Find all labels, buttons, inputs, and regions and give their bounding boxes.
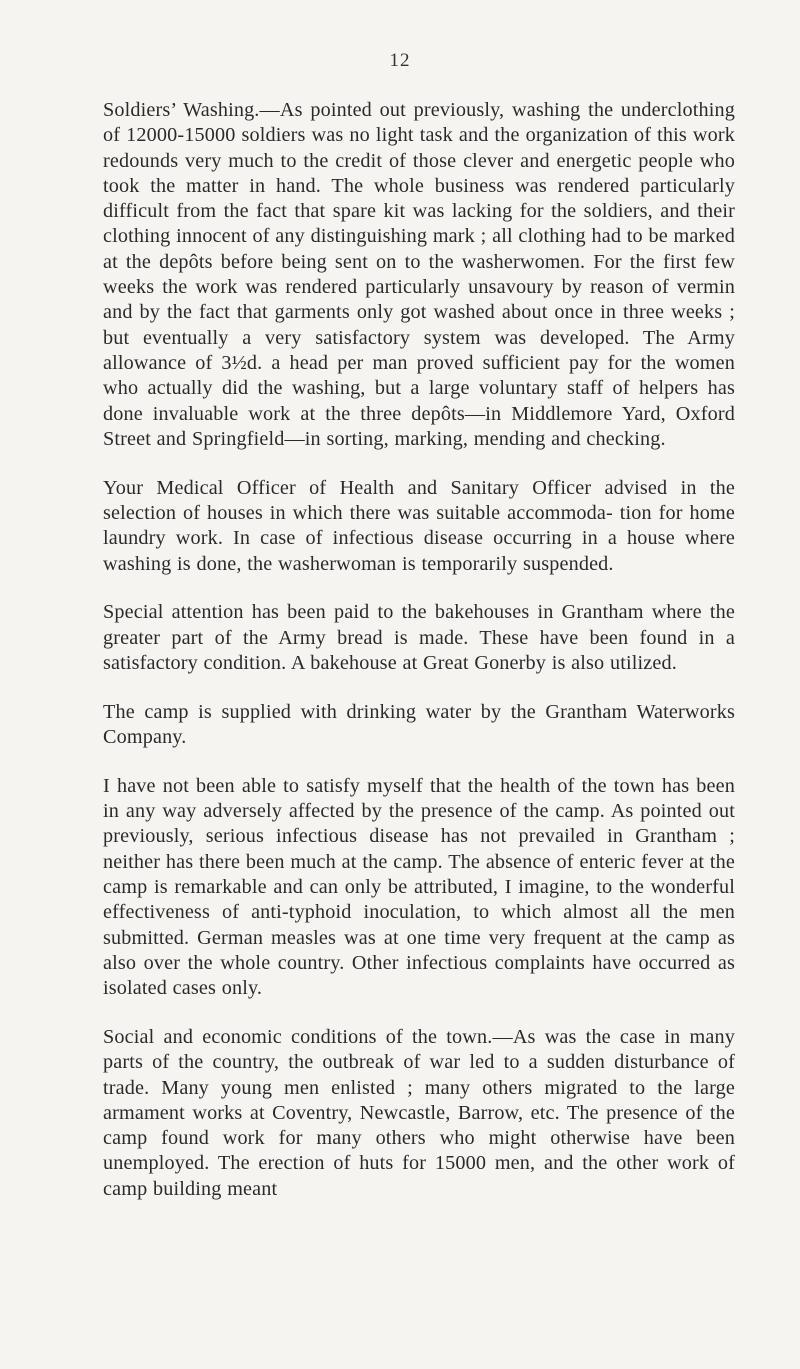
paragraph-heading: Social and economic conditions of the town.: [103, 1026, 493, 1048]
paragraph-text: —As was the case in many parts of the country, the outbreak of war led to a sudden disturbance of trade. Many young men enlisted ; many others migrated to the large armament works at Coventry, Newcastle, Barrow, etc. The presence of the camp found work for many others who might otherwise have been unemployed. The erection of huts for 15000 men, and the other work of camp building meant: [103, 1026, 735, 1200]
paragraph-medical-officer: [103, 476, 735, 577]
body-text: [103, 98, 735, 1226]
paragraph-text: The camp is supplied with drinking water by the Grantham Waterworks Company.: [103, 700, 735, 749]
paragraph-text: —As pointed out previously, washing the underclothing of 12000-15000 soldiers was no light task and the organization of this work redounds very much to the credit of those clever and energetic people who took the matter in hand. The whole business was rendered particularly difficult from the fact that spare kit was lacking for the soldiers, and their clothing innocent of any distinguishing mark ; all clothing had to be marked at the depôts before being sent on to the washerwomen. For the first few weeks the work was rendered particularly unsavoury by reason of vermin and by the fact that garments only got washed about once in three weeks ; but eventually a very satisfactory system was developed. The Army allowance of 3½d. a head per man proved sufficient pay for the women who actually did the washing, but a large voluntary staff of helpers has done invaluable work at the three depôts—in Middlemore Yard, Oxford Street and Springfield—in sorting, marking, mending and checking.: [103, 99, 735, 450]
paragraph-text: I have not been able to satisfy myself that the health of the town has been in any way adversely affected by the presence of the camp. As pointed out previously, serious infectious disease has not prevailed in Grantham ; neither has there been much at the camp. The absence of enteric fever at the camp is remarkable and can only be attributed, I imagine, to the wonderful effectiveness of anti-typhoid inoculation, to which almost all the men submitted. German measles was at one time very frequent at the camp as also over the whole country. Other infectious complaints have occurred as isolated cases only.: [103, 774, 735, 1000]
paragraph-health-of-town: [103, 774, 735, 1002]
paragraph-social-economic: [103, 1025, 735, 1202]
paragraph-text: Special attention has been paid to the bakehouses in Grantham where the greater part of the Army bread is made. These have been found in a satisfactory condition. A bakehouse at Great Gonerby is also utilized.: [103, 601, 735, 674]
paragraph-drinking-water: [103, 700, 735, 751]
paragraph-text: Your Medical Officer of Health and Sanitary Officer advised in the selection of houses in which there was suitable accommoda- tion for home laundry work. In case of infectious disease occurring in a house where washing is done, the washerwoman is temporarily suspended.: [103, 476, 735, 575]
paragraph-heading: Soldiers’ Washing.: [103, 99, 260, 121]
page-number: 12: [389, 50, 411, 71]
paragraph-soldiers-washing: [103, 98, 735, 452]
paragraph-bakehouses: [103, 600, 735, 676]
